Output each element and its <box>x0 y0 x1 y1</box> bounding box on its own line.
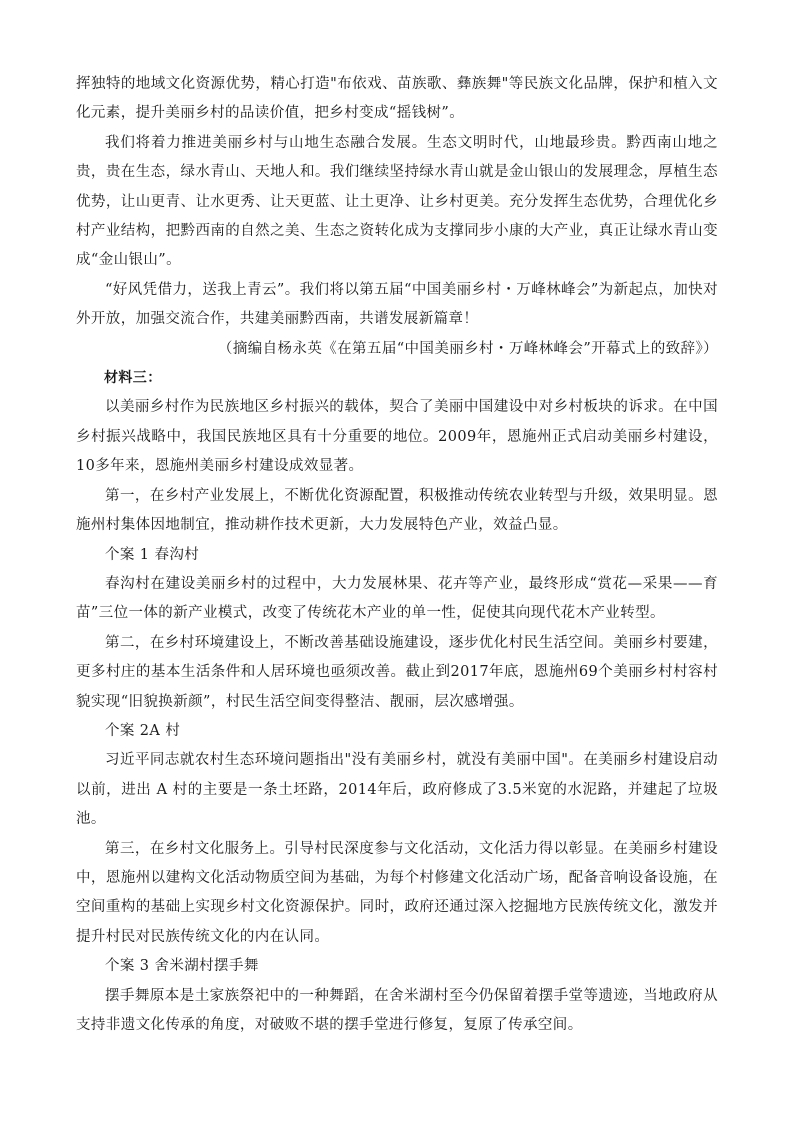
paragraph-case-3: 摆手舞原本是土家族祭祀中的一种舞蹈，在舍米湖村至今仍保留着摆手堂等遗迹，当地政府从支持非遗文化传承的角度，对破败不堪的摆手堂进行修复，复原了传承空间。 <box>76 987 718 1033</box>
paragraph-case-2: 习近平同志就农村生态环境问题指出"没有美丽乡村，就没有美丽中国"。在美丽乡村建设启动以前，进出 A 村的主要是一条土坯路，2014年后，政府修成了3.5米宽的水泥路，并建起了垃圾池。 <box>76 752 718 828</box>
case-1-title: 个案 1 春沟村 <box>105 546 200 563</box>
paragraph-case-1: 春沟村在建设美丽乡村的过程中，大力发展林果、花卉等产业，最终形成“赏花—采果——育苗”三位一体的新产业模式，改变了传统花木产业的单一性，促使其向现代花木产业转型。 <box>76 575 718 622</box>
paragraph-culture: 第三，在乡村文化服务上。引导村民深度参与文化活动，文化活力得以彰显。在美丽乡村建设中，恩施州以建构文化活动物质空间为基础，为每个村修建文化活动广场，配备音响设备设施，在空间重构的基础上实现乡村文化资源保护。同时，政府还通过深入挖掘地方民族传统文化，激发并提升村民对民族传统文化的内在认同。 <box>76 840 718 945</box>
paragraph-environment: 第二，在乡村环境建设上，不断改善基础设施建设，逐步优化村民生活空间。美丽乡村要建，更多村庄的基本生活条件和人居环境也亟须改善。截止到2017年底，恩施州69个美丽乡村村容村貌实现“旧貌换新颜”，村民生活空间变得整洁、靓丽，层次感增强。 <box>76 634 718 710</box>
case-3-title: 个案 3 舍米湖村摆手舞 <box>105 958 259 975</box>
source-citation: （摘编自杨永英《在第五届“中国美丽乡村・万峰林峰会”开幕式上的致辞》） <box>217 340 718 357</box>
paragraph-summit: “好风凭借力，送我上青云”。我们将以第五届“中国美丽乡村・万峰林峰会”为新起点，加快对外开放，加强交流合作，共建美丽黔西南，共谱发展新篇章！ <box>76 281 718 328</box>
paragraph-enshi-intro: 以美丽乡村作为民族地区乡村振兴的载体，契合了美丽中国建设中对乡村板块的诉求。在中国乡村振兴战略中，我国民族地区具有十分重要的地位。2009年，恩施州正式启动美丽乡村建设，10多年来，恩施州美丽乡村建设成效显著。 <box>76 399 718 475</box>
document-page <box>76 70 718 1040</box>
material-three-heading: 材料三： <box>104 370 162 387</box>
paragraph-industry: 第一，在乡村产业发展上，不断优化资源配置，积极推动传统农业转型与升级，效果明显。恩施州村集体因地制宜，推动耕作技术更新，大力发展特色产业，效益凸显。 <box>76 487 718 534</box>
paragraph-ecology: 我们将着力推进美丽乡村与山地生态融合发展。生态文明时代，山地最珍贵。黔西南山地之贵，贵在生态，绿水青山、天地人和。我们继续坚持绿水青山就是金山银山的发展理念，厚植生态优势，让山更青、让水更秀、让天更蓝、让土更净、让乡村更美。充分发挥生态优势，合理优化乡村产业结构，把黔西南的自然之美、生态之资转化成为支撑同步小康的大产业，真正让绿水青山变成“金山银山”。 <box>76 134 718 269</box>
paragraph-intro-continuation: 挥独特的地域文化资源优势，精心打造"布依戏、苗族歌、彝族舞"等民族文化品牌，保护和植入文化元素，提升美丽乡村的品读价值，把乡村变成“摇钱树”。 <box>76 76 718 122</box>
case-2-title: 个案 2A 村 <box>105 722 181 739</box>
